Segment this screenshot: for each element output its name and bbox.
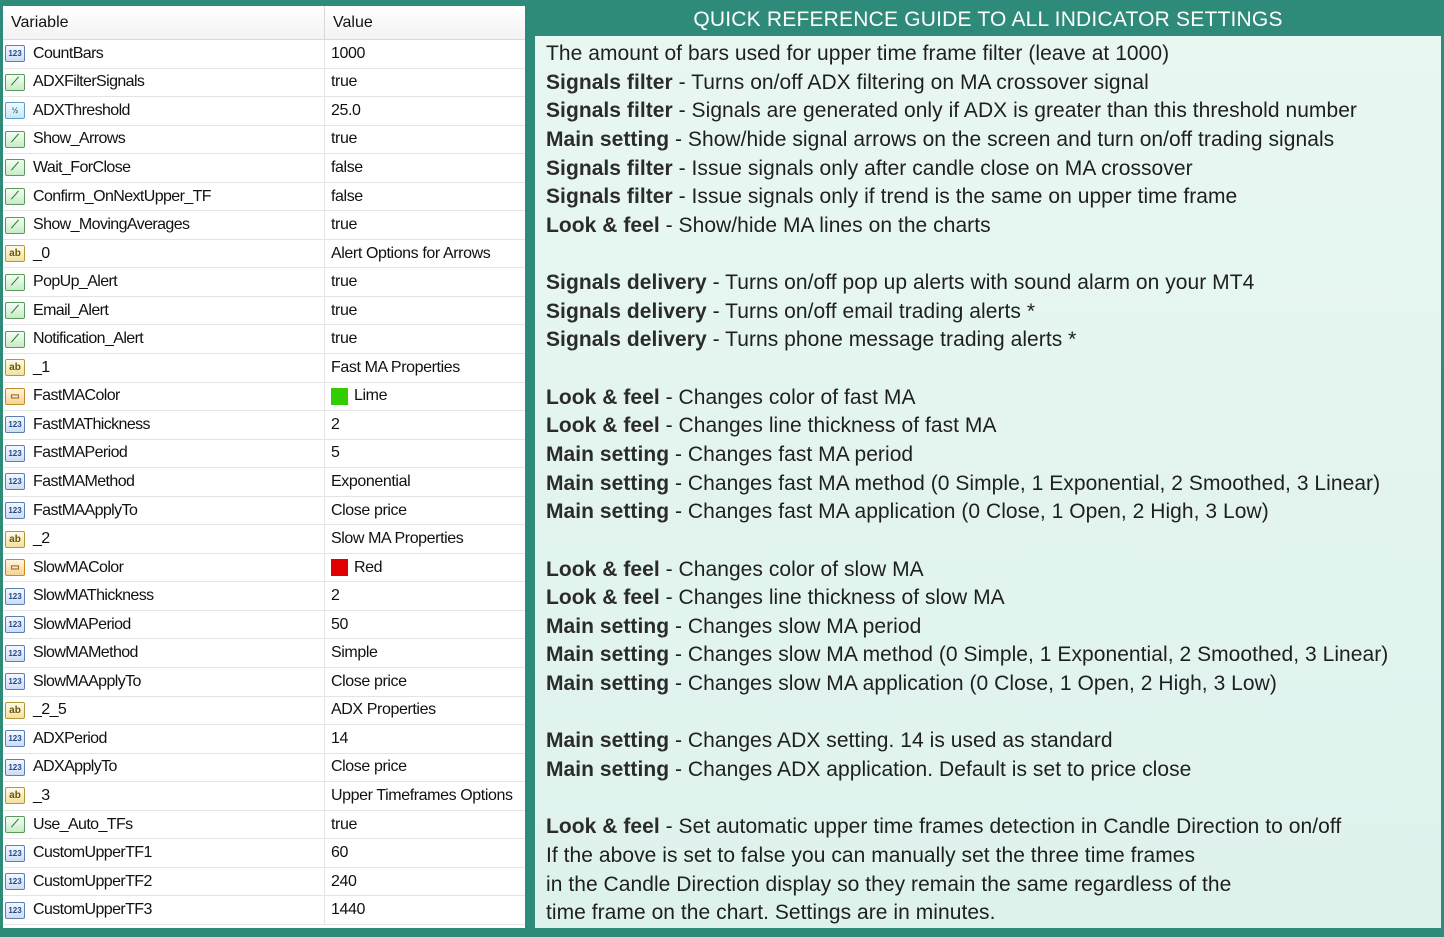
bool-icon: ⟋ — [5, 274, 25, 291]
variable-cell — [3, 839, 325, 867]
value-text: 25.0 — [331, 101, 361, 119]
value-text: 14 — [331, 729, 348, 747]
table-row[interactable] — [3, 440, 525, 469]
value-cell[interactable] — [325, 354, 525, 382]
value-text: true — [331, 216, 357, 234]
guide-description: - Changes fast MA application (0 Close, 1 Open, 2 High, 3 Low) — [669, 500, 1269, 524]
guide-spacer — [546, 527, 1441, 556]
guide-spacer — [546, 240, 1441, 269]
value-text: Exponential — [331, 472, 411, 490]
table-row[interactable] — [3, 268, 525, 297]
variable-name: CountBars — [33, 44, 104, 62]
guide-spacer — [546, 355, 1441, 384]
value-cell[interactable] — [325, 554, 525, 582]
guide-category-label: Main setting — [546, 500, 670, 524]
value-text: ADX Properties — [331, 701, 436, 719]
value-text: false — [331, 158, 363, 176]
value-text: true — [331, 73, 357, 91]
value-cell[interactable] — [325, 811, 525, 839]
guide-description: - Show/hide signal arrows on the screen and turn on/off trading signals — [669, 127, 1335, 151]
value-cell[interactable] — [325, 183, 525, 211]
guide-line — [546, 412, 1441, 441]
value-cell[interactable] — [325, 754, 525, 782]
value-text: Close price — [331, 501, 407, 519]
bool-icon: ⟋ — [5, 74, 25, 91]
guide-line — [546, 126, 1441, 155]
guide-line — [546, 326, 1441, 355]
guide-line — [546, 813, 1441, 842]
guide-description: - Turns on/off email trading alerts * — [706, 299, 1036, 323]
value-cell[interactable] — [325, 611, 525, 639]
guide-category-label: Signals filter — [546, 99, 673, 123]
value-text: 60 — [331, 844, 348, 862]
guide-description: - Set automatic upper time frames detection in Candle Direction to on/off — [659, 815, 1342, 839]
guide-category-label: Main setting — [546, 643, 670, 667]
table-row[interactable] — [3, 325, 525, 354]
value-cell[interactable] — [325, 40, 525, 68]
guide-line — [546, 613, 1441, 642]
variable-name: SlowMAThickness — [33, 587, 154, 605]
guide-category-label: Main setting — [546, 442, 670, 466]
guide-category-label: Main setting — [546, 614, 670, 638]
value-cell[interactable] — [325, 525, 525, 553]
guide-body — [535, 36, 1441, 928]
int-icon: 123 — [5, 616, 25, 633]
guide-description: - Changes color of fast MA — [659, 385, 916, 409]
table-row[interactable] — [3, 468, 525, 497]
variable-name: Confirm_OnNextUpper_TF — [33, 187, 211, 205]
variable-name: Show_Arrows — [33, 130, 126, 148]
variable-name: FastMAMethod — [33, 472, 135, 490]
guide-category-label: Main setting — [546, 127, 670, 151]
variable-name: _3 — [33, 786, 50, 804]
string-icon: ab — [5, 245, 25, 262]
variable-name: FastMAPeriod — [33, 444, 128, 462]
guide-description: - Turns phone message trading alerts * — [706, 328, 1077, 352]
guide-description: - Issue signals only if trend is the same on upper time frame — [672, 185, 1238, 209]
guide-description: - Turns on/off ADX filtering on MA crossover signal — [672, 70, 1149, 94]
variable-name: FastMAThickness — [33, 415, 150, 433]
guide-description: - Changes slow MA method (0 Simple, 1 Exponential, 2 Smoothed, 3 Linear) — [669, 643, 1389, 667]
value-text: 240 — [331, 872, 357, 890]
variable-name: ADXApplyTo — [33, 758, 117, 776]
variable-cell — [3, 668, 325, 696]
variable-cell — [3, 468, 325, 496]
string-icon: ab — [5, 359, 25, 376]
variable-name: Show_MovingAverages — [33, 216, 190, 234]
guide-description: in the Candle Direction display so they remain the same regardless of the — [546, 872, 1232, 896]
guide-line — [546, 727, 1441, 756]
guide-description: - Changes slow MA application (0 Close, 1 Open, 2 High, 3 Low) — [669, 672, 1277, 696]
guide-category-label: Look & feel — [546, 557, 660, 581]
int-icon: 123 — [5, 873, 25, 890]
guide-description: - Changes ADX setting. 14 is used as standard — [669, 729, 1113, 753]
column-header-variable[interactable]: Variable — [3, 6, 325, 39]
value-cell[interactable] — [325, 325, 525, 353]
string-icon: ab — [5, 787, 25, 804]
guide-line — [546, 298, 1441, 327]
guide-line — [546, 670, 1441, 699]
value-cell[interactable] — [325, 240, 525, 268]
int-icon: 123 — [5, 473, 25, 490]
int-icon: 123 — [5, 445, 25, 462]
value-cell[interactable] — [325, 668, 525, 696]
value-cell[interactable] — [325, 297, 525, 325]
variable-name: SlowMAColor — [33, 558, 124, 576]
guide-category-label: Main setting — [546, 758, 670, 782]
guide-category-label: Main setting — [546, 672, 670, 696]
variable-cell — [3, 440, 325, 468]
guide-category-label: Signals delivery — [546, 328, 707, 352]
value-text: Fast MA Properties — [331, 358, 460, 376]
guide-line — [546, 69, 1441, 98]
value-cell[interactable] — [325, 97, 525, 125]
guide-description: - Changes line thickness of fast MA — [659, 414, 997, 438]
table-body — [3, 40, 525, 925]
variable-cell — [3, 525, 325, 553]
variable-name: SlowMAApplyTo — [33, 672, 141, 690]
int-icon: 123 — [5, 588, 25, 605]
guide-category-label: Signals delivery — [546, 271, 707, 295]
guide-line — [546, 842, 1441, 871]
guide-category-label: Signals filter — [546, 156, 673, 180]
guide-category-label: Look & feel — [546, 586, 660, 610]
value-text: Alert Options for Arrows — [331, 244, 491, 262]
value-cell[interactable] — [325, 268, 525, 296]
value-cell[interactable] — [325, 725, 525, 753]
value-cell[interactable] — [325, 154, 525, 182]
table-row[interactable] — [3, 554, 525, 583]
variable-name: FastMAApplyTo — [33, 501, 138, 519]
guide-category-label: Signals delivery — [546, 299, 707, 323]
value-cell[interactable] — [325, 697, 525, 725]
value-text: 1000 — [331, 44, 365, 62]
table-row[interactable] — [3, 354, 525, 383]
table-row[interactable] — [3, 297, 525, 326]
guide-line — [546, 97, 1441, 126]
value-text: 1440 — [331, 901, 365, 919]
table-row[interactable] — [3, 383, 525, 412]
guide-category-label: Signals filter — [546, 185, 673, 209]
value-text: 5 — [331, 444, 340, 462]
variable-cell — [3, 411, 325, 439]
table-row[interactable] — [3, 411, 525, 440]
table-row[interactable] — [3, 697, 525, 726]
value-text: 2 — [331, 415, 340, 433]
value-cell[interactable] — [325, 639, 525, 667]
value-cell[interactable] — [325, 126, 525, 154]
value-text: true — [331, 130, 357, 148]
guide-line — [546, 269, 1441, 298]
value-cell[interactable] — [325, 411, 525, 439]
value-text: 2 — [331, 587, 340, 605]
value-cell[interactable] — [325, 497, 525, 525]
variable-name: SlowMAMethod — [33, 644, 138, 662]
variable-name: _2_5 — [33, 701, 67, 719]
guide-category-label: Look & feel — [546, 414, 660, 438]
variable-name: _2 — [33, 530, 50, 548]
variable-cell — [3, 582, 325, 610]
value-cell[interactable] — [325, 868, 525, 896]
variable-cell — [3, 325, 325, 353]
guide-description: - Changes color of slow MA — [659, 557, 924, 581]
int-icon: 123 — [5, 45, 25, 62]
guide-description: If the above is set to false you can manually set the three time frames — [546, 843, 1196, 867]
guide-category-label: Look & feel — [546, 385, 660, 409]
variable-cell — [3, 896, 325, 924]
variable-name: ADXFilterSignals — [33, 73, 145, 91]
value-cell[interactable] — [325, 896, 525, 924]
variable-cell — [3, 782, 325, 810]
table-row[interactable] — [3, 896, 525, 925]
value-text: Upper Timeframes Options — [331, 786, 513, 804]
table-row[interactable] — [3, 525, 525, 554]
variable-cell — [3, 69, 325, 97]
quick-reference-guide — [535, 3, 1441, 928]
table-row[interactable] — [3, 868, 525, 897]
guide-spacer — [546, 699, 1441, 728]
int-icon: 123 — [5, 673, 25, 690]
table-row[interactable] — [3, 839, 525, 868]
table-row[interactable] — [3, 725, 525, 754]
variable-cell — [3, 754, 325, 782]
guide-line — [546, 384, 1441, 413]
value-cell[interactable] — [325, 440, 525, 468]
variable-name: SlowMAPeriod — [33, 615, 131, 633]
guide-line — [546, 155, 1441, 184]
bool-icon: ⟋ — [5, 331, 25, 348]
color-icon: ▭ — [5, 559, 25, 576]
variable-name: CustomUpperTF2 — [33, 872, 152, 890]
value-text: 50 — [331, 615, 348, 633]
variable-cell — [3, 354, 325, 382]
variable-name: CustomUpperTF1 — [33, 844, 152, 862]
guide-line — [546, 556, 1441, 585]
table-row[interactable] — [3, 497, 525, 526]
variable-name: PopUp_Alert — [33, 273, 118, 291]
int-icon: 123 — [5, 759, 25, 776]
value-cell[interactable] — [325, 69, 525, 97]
guide-line — [546, 183, 1441, 212]
value-text: Simple — [331, 644, 378, 662]
string-icon: ab — [5, 702, 25, 719]
variable-cell — [3, 554, 325, 582]
bool-icon: ⟋ — [5, 131, 25, 148]
value-cell[interactable] — [325, 211, 525, 239]
bool-icon: ⟋ — [5, 159, 25, 176]
value-text: Close price — [331, 758, 407, 776]
value-cell[interactable] — [325, 782, 525, 810]
table-row[interactable] — [3, 69, 525, 98]
variable-cell — [3, 40, 325, 68]
color-swatch — [331, 388, 348, 405]
int-icon: 123 — [5, 902, 25, 919]
value-cell[interactable] — [325, 582, 525, 610]
guide-description: - Turns on/off pop up alerts with sound alarm on your MT4 — [706, 271, 1255, 295]
table-row[interactable] — [3, 582, 525, 611]
variable-name: _1 — [33, 358, 50, 376]
table-header — [3, 6, 525, 40]
variable-cell — [3, 297, 325, 325]
guide-line — [546, 441, 1441, 470]
table-row[interactable] — [3, 97, 525, 126]
variable-cell — [3, 383, 325, 411]
value-text: Lime — [354, 387, 388, 405]
int-icon: 123 — [5, 502, 25, 519]
guide-line — [546, 40, 1441, 69]
variable-cell — [3, 183, 325, 211]
variable-name: _0 — [33, 244, 50, 262]
guide-line — [546, 641, 1441, 670]
variable-cell — [3, 268, 325, 296]
variable-cell — [3, 725, 325, 753]
int-icon: 123 — [5, 845, 25, 862]
variable-name: Wait_ForClose — [33, 158, 131, 176]
guide-title: QUICK REFERENCE GUIDE TO ALL INDICATOR SETTINGS — [535, 3, 1441, 36]
variable-cell — [3, 811, 325, 839]
guide-description: - Signals are generated only if ADX is greater than this threshold number — [672, 99, 1357, 123]
guide-category-label: Main setting — [546, 729, 670, 753]
guide-line — [546, 212, 1441, 241]
guide-line — [546, 871, 1441, 900]
value-text: true — [331, 330, 357, 348]
variable-cell — [3, 154, 325, 182]
guide-description: - Changes ADX application. Default is set to price close — [669, 758, 1192, 782]
guide-description: time frame on the chart. Settings are in minutes. — [546, 901, 996, 925]
variable-cell — [3, 211, 325, 239]
table-row[interactable] — [3, 126, 525, 155]
table-row[interactable] — [3, 754, 525, 783]
double-icon: ½ — [5, 102, 25, 119]
value-text: Close price — [331, 672, 407, 690]
variable-cell — [3, 697, 325, 725]
table-row[interactable] — [3, 811, 525, 840]
value-text: Slow MA Properties — [331, 530, 464, 548]
column-header-value[interactable]: Value — [333, 14, 373, 31]
guide-line — [546, 498, 1441, 527]
color-swatch — [331, 559, 348, 576]
int-icon: 123 — [5, 416, 25, 433]
value-text: true — [331, 815, 357, 833]
variable-name: CustomUpperTF3 — [33, 901, 152, 919]
int-icon: 123 — [5, 730, 25, 747]
variable-name: Email_Alert — [33, 301, 109, 319]
guide-line — [546, 899, 1441, 928]
guide-category-label: Signals filter — [546, 70, 673, 94]
bool-icon: ⟋ — [5, 816, 25, 833]
settings-table — [3, 6, 525, 928]
guide-category-label: Look & feel — [546, 815, 660, 839]
bool-icon: ⟋ — [5, 302, 25, 319]
guide-description: - Issue signals only after candle close on MA crossover — [672, 156, 1193, 180]
variable-cell — [3, 611, 325, 639]
variable-name: ADXThreshold — [33, 101, 130, 119]
guide-description: - Changes slow MA period — [669, 614, 922, 638]
value-cell[interactable] — [325, 383, 525, 411]
value-cell[interactable] — [325, 839, 525, 867]
table-row[interactable] — [3, 154, 525, 183]
variable-cell — [3, 240, 325, 268]
guide-line — [546, 584, 1441, 613]
variable-cell — [3, 126, 325, 154]
bool-icon: ⟋ — [5, 188, 25, 205]
guide-line — [546, 756, 1441, 785]
table-row[interactable] — [3, 668, 525, 697]
guide-category-label: Look & feel — [546, 213, 660, 237]
guide-line — [546, 470, 1441, 499]
table-row[interactable] — [3, 639, 525, 668]
color-icon: ▭ — [5, 388, 25, 405]
guide-description: - Changes line thickness of slow MA — [659, 586, 1005, 610]
bool-icon: ⟋ — [5, 217, 25, 234]
variable-cell — [3, 97, 325, 125]
variable-name: FastMAColor — [33, 387, 120, 405]
table-row[interactable] — [3, 40, 525, 69]
guide-description: - Changes fast MA period — [669, 442, 914, 466]
string-icon: ab — [5, 531, 25, 548]
table-row[interactable] — [3, 183, 525, 212]
variable-name: Notification_Alert — [33, 330, 144, 348]
table-row[interactable] — [3, 240, 525, 269]
table-row[interactable] — [3, 611, 525, 640]
value-text: Red — [354, 558, 383, 576]
variable-cell — [3, 497, 325, 525]
guide-category-label: Main setting — [546, 471, 670, 495]
variable-cell — [3, 868, 325, 896]
guide-spacer — [546, 785, 1441, 814]
int-icon: 123 — [5, 645, 25, 662]
guide-description: - Show/hide MA lines on the charts — [659, 213, 991, 237]
table-row[interactable] — [3, 782, 525, 811]
variable-name: ADXPeriod — [33, 729, 107, 747]
table-row[interactable] — [3, 211, 525, 240]
variable-name: Use_Auto_TFs — [33, 815, 133, 833]
value-text: true — [331, 273, 357, 291]
variable-cell — [3, 639, 325, 667]
guide-description: - Changes fast MA method (0 Simple, 1 Exponential, 2 Smoothed, 3 Linear) — [669, 471, 1381, 495]
value-text: false — [331, 187, 363, 205]
guide-description: The amount of bars used for upper time frame filter (leave at 1000) — [546, 42, 1170, 65]
value-cell[interactable] — [325, 468, 525, 496]
value-text: true — [331, 301, 357, 319]
